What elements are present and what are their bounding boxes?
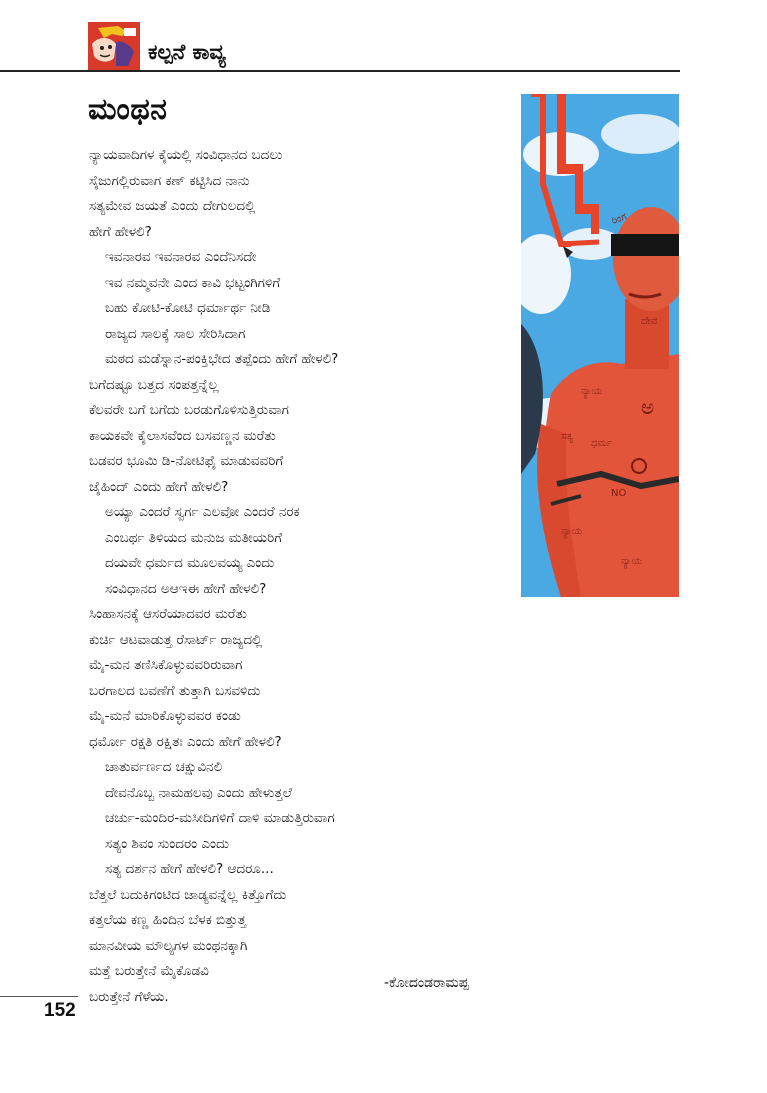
poem-line: ಬರುತ್ತೇನೆ ಗೆಳೆಯ.	[89, 988, 169, 1005]
poem-line: ಮಾನವೀಯ ಮೌಲ್ಯಗಳ ಮಂಥನಕ್ಕಾಗಿ	[89, 937, 248, 954]
poem-line: ಧರ್ಮೋ ರಕ್ಷತಿ ರಕ್ಷಿತಃ ಎಂದು ಹೇಗೆ ಹೇಳಲಿ?	[89, 733, 282, 750]
poem-line: ಇವ ನಮ್ಮವನೇ ಎಂದ ಕಾವಿ ಭಟ್ಟಂಗಿಗಳಿಗೆ	[105, 274, 281, 291]
poem-line: ನ್ಯಾಯವಾದಿಗಳ ಕೈಯಲ್ಲಿ ಸಂವಿಧಾನದ ಬದಲು	[89, 147, 283, 163]
poem-line: ಕಾಯಕವೇ ಕೈಲಾಸವೆಂದ ಬಸವಣ್ಣನ ಮರೆತು	[89, 427, 276, 444]
poem-line: ಅಯ್ಯಾ ಎಂದರೆ ಸ್ವರ್ಗ ಎಲವೋ ಎಂದರೆ ನರಕ	[105, 504, 300, 520]
tattoo-text-2: ನ್ಯಾಯ	[581, 386, 603, 397]
face-logo-icon	[88, 22, 140, 70]
poem-author: -ಕೋದಂಡರಾಮಪ್ಪ	[384, 975, 469, 991]
poem-line: ಸತ್ಯ ದರ್ಶನ ಹೇಗೆ ಹೇಳಲಿ? ಆದರೂ...	[105, 861, 274, 877]
poem-line: ಮೈ-ಮನ ತಣಿಸಿಕೊಳ್ಳುವವರಿರುವಾಗ	[89, 657, 243, 673]
poem-line: ಕತ್ತಲೆಯ ಕಣ್ಣ ಹಿಂದಿನ ಬೆಳಕ ಬಿತ್ತುತ್ತ	[89, 912, 247, 928]
tattoo-text-9: ದೇವ	[641, 316, 658, 327]
poem-line: ಸಿಂಹಾಸನಕ್ಕೆ ಆಸರೆಯಾದವರ ಮರೆತು	[89, 606, 247, 622]
poem-line: ಬೆತ್ತಲೆ ಬದುಕಿಗಂಟಿದ ಜಾಡ್ಯವನ್ನೆಲ್ಲ ಕಿತ್ತೊಗೆದು	[89, 886, 287, 903]
section-title: ಕಲ್ಪನೆ ಕಾವ್ಯ	[148, 40, 226, 64]
poem-line: ಮೈ-ಮನೆ ಮಾರಿಕೊಳ್ಳುವವರ ಕಂಡು	[89, 708, 241, 724]
poem-title: ಮಂಥನ	[88, 92, 168, 127]
page-number: 152	[44, 1000, 76, 1021]
poem-line: ಸತ್ಯಮೇವ ಜಯತೆ ಎಂದು ದೇಗುಲದಲ್ಲಿ	[89, 198, 256, 214]
tattoo-text-4: ಸತ್ಯ	[561, 431, 573, 442]
poem-line: ಹೇಗೆ ಹೇಳಲಿ?	[89, 223, 152, 240]
poem-line: ಬಗೆದಷ್ಟೂ ಬತ್ತದ ಸಂಪತ್ತನ್ನೆಲ್ಲ	[89, 376, 219, 393]
footer-divider	[0, 996, 78, 997]
poem-line: ಬಹು ಕೋಟಿ-ಕೋಟಿ ಧರ್ಮಾರ್ಥ ನೀಡಿ	[105, 300, 271, 316]
poem-line: ರಾಜ್ಯದ ಸಾಲಕ್ಕೆ ಸಾಲ ಸೇರಿಸಿದಾಗ	[105, 325, 246, 342]
poem-line: ದೇವನೊಬ್ಬ ನಾಮಹಲವು ಎಂದು ಹೇಳುತ್ತಲೆ	[105, 784, 292, 801]
tattoo-text-8: ನ್ಯಾಯ	[621, 556, 643, 567]
poem-line: ಮತ್ತೆ ಬರುತ್ತೇನೆ ಮೈಕೊಡವಿ	[89, 963, 209, 979]
poem-body	[89, 143, 514, 1010]
poem-line: ಕುರ್ಚಿ ಆಟವಾಡುತ್ತ ರೆಸಾರ್ಟ್ ರಾಜ್ಯದಲ್ಲಿ	[89, 631, 263, 648]
poem-line: ಬಡವರ ಭೂಮಿ ಡಿ-ನೋಟಿಫೈ ಮಾಡುವವರಿಗೆ	[89, 453, 284, 469]
tattoo-text-7: ನ್ಯಾಯ	[561, 526, 583, 537]
tattooed-man-illustration	[521, 94, 679, 597]
poem-line: ಚರ್ಚು-ಮಂದಿರ-ಮಸೀದಿಗಳಿಗೆ ದಾಳಿ ಮಾಡುತ್ತಿರುವಾಗ	[105, 810, 335, 826]
poem-line: ದಯವೇ ಧರ್ಮದ ಮೂಲವಯ್ಯ ಎಂದು	[105, 555, 275, 571]
poem-line: ಜೈಹಿಂದ್ ಎಂದು ಹೇಗೆ ಹೇಳಲಿ?	[89, 478, 229, 495]
tattoo-text-5: ಧರ್ಮ	[591, 438, 613, 449]
poem-line: ಕೆಲವರೇ ಬಗೆ ಬಗೆದು ಬರಡುಗೊಳಿಸುತ್ತಿರುವಾಗ	[89, 402, 289, 418]
tattoo-text-6: NO	[611, 488, 627, 499]
tattoo-text-3: ಅ	[641, 395, 655, 419]
poem-line: ಬರಗಾಲದ ಬವಣೆಗೆ ತುತ್ತಾಗಿ ಬಸವಳಿದು	[89, 682, 261, 699]
tattoo-text-1: ರಿಂಗ	[610, 211, 629, 227]
poem-line: ಸಂವಿಧಾನದ ಅಆಇಈ ಹೇಗೆ ಹೇಳಲಿ?	[105, 580, 267, 597]
header-divider	[0, 70, 680, 72]
poem-line: ಇವನಾರವ ಇವನಾರವ ಎಂದೆನಿಸದೇ	[105, 249, 257, 265]
poem-line: ಎಂಬರ್ಥ ತಿಳಿಯದ ಮನುಜ ಮತೀಯರಿಗೆ	[105, 529, 283, 546]
poem-line: ಮಠದ ಮಡೆಸ್ನಾನ-ಪಂಕ್ತಿಭೇದ ತಪ್ಪೆಂದು ಹೇಗೆ ಹೇಳಲಿ?	[105, 351, 339, 367]
poem-line: ಸೈಜುಗಲ್ಲಿರುವಾಗ ಕಣ್ ಕಟ್ಟಿಸಿದ ನಾನು	[89, 172, 250, 189]
poem-line: ಚಾತುರ್ವರ್ಣದ ಚಕ್ಷುವಿನಲಿ	[105, 759, 223, 775]
poem-line: ಸತ್ಯಂ ಶಿವಂ ಸುಂದರಂ ಎಂದು	[105, 835, 230, 852]
